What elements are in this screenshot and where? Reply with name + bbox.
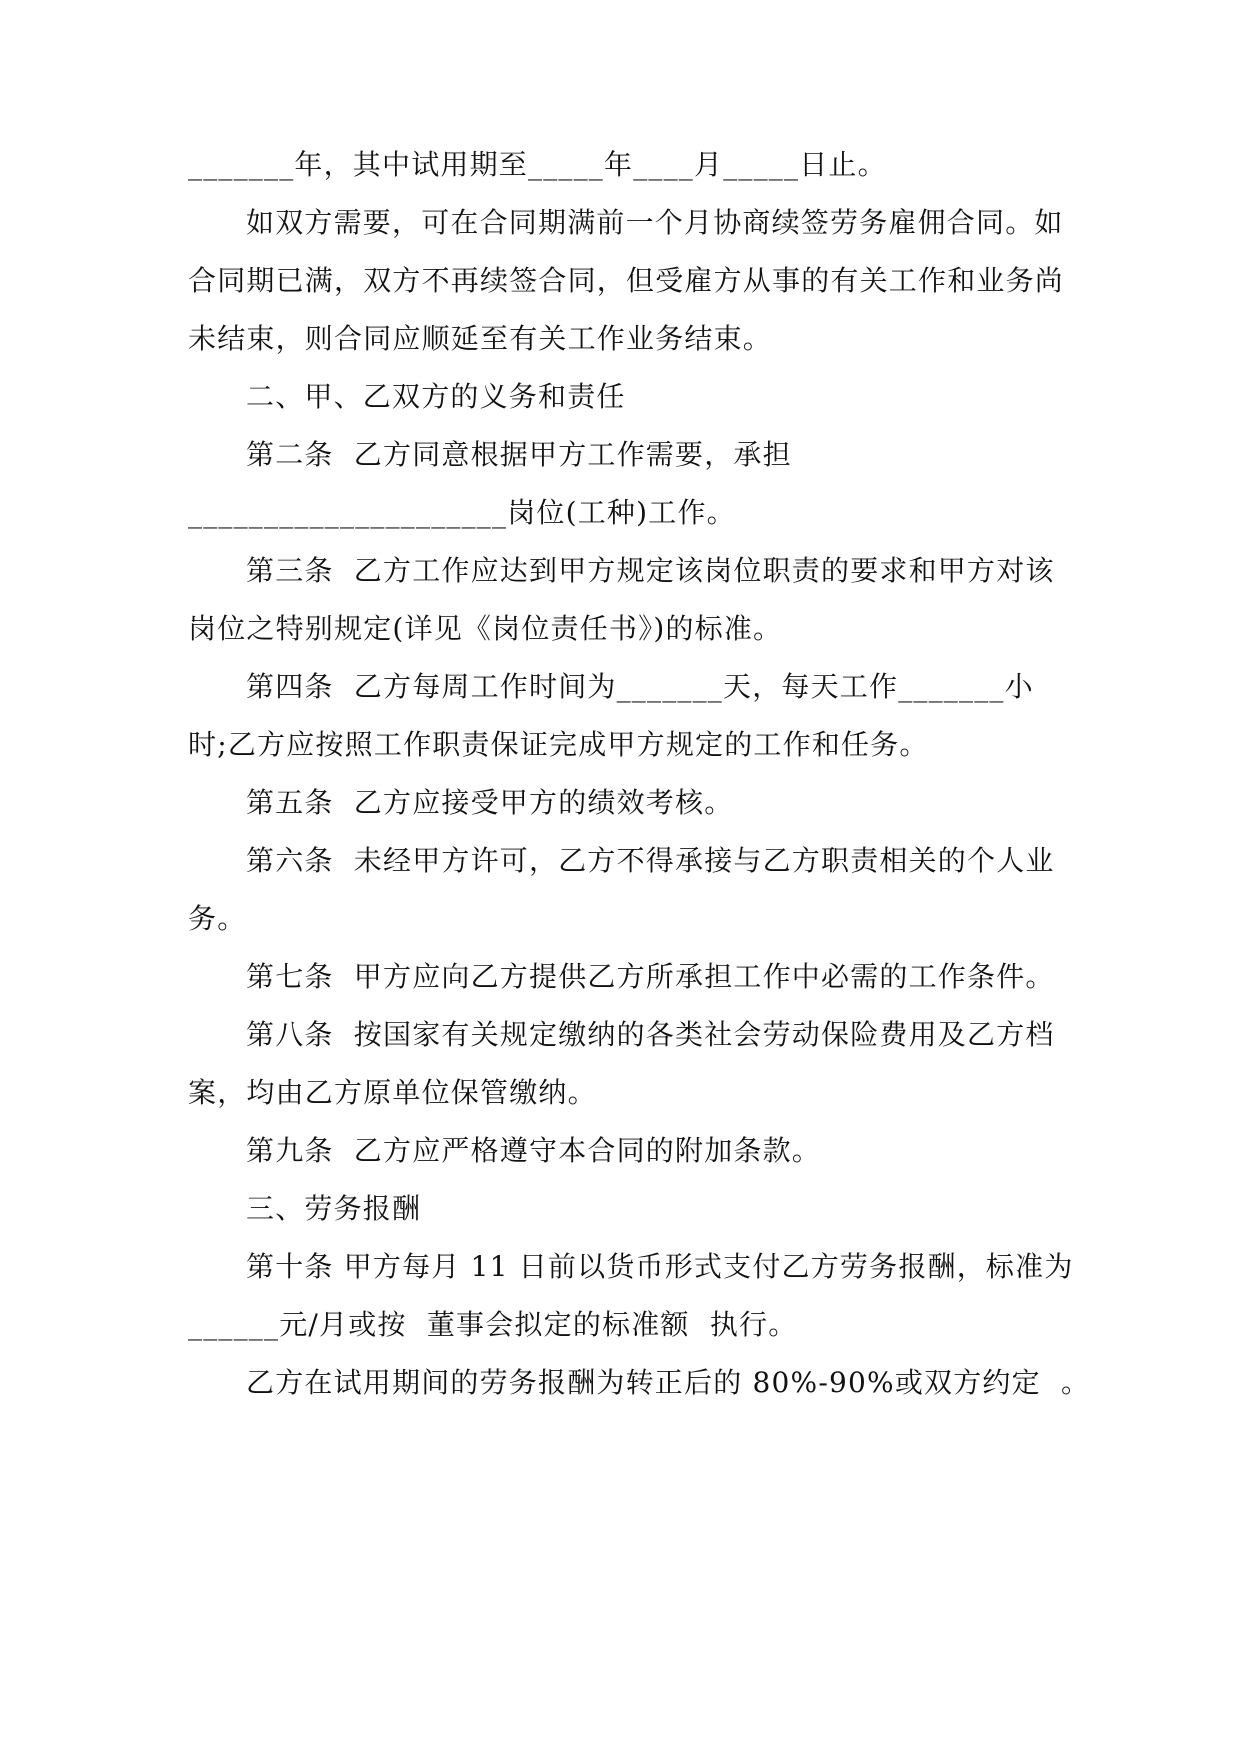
section-heading-obligations: 二、甲、乙双方的义务和责任 — [246, 380, 626, 413]
article-4-line-1: 第四条 乙方每周工作时间为_______天，每天工作_______小 — [246, 670, 1034, 703]
text-line-renewal-3: 未结束，则合同应顺延至有关工作业务结束。 — [188, 322, 773, 355]
article-6-line-1: 第六条 未经甲方许可，乙方不得承接与乙方职责相关的个人业 — [246, 844, 1055, 877]
text-line-renewal-2: 合同期已满，双方不再续签合同，但受雇方从事的有关工作和业务尚 — [188, 264, 1065, 297]
section-heading-remuneration: 三、劳务报酬 — [246, 1192, 422, 1225]
article-6-line-2: 务。 — [188, 902, 247, 935]
article-8-line-2: 案，均由乙方原单位保管缴纳。 — [188, 1076, 597, 1109]
article-3-line-1: 第三条 乙方工作应达到甲方规定该岗位职责的要求和甲方对该 — [246, 554, 1055, 587]
article-9: 第九条 乙方应严格遵守本合同的附加条款。 — [246, 1134, 822, 1167]
article-7: 第七条 甲方应向乙方提供乙方所承担工作中必需的工作条件。 — [246, 960, 1055, 993]
article-4-line-2: 时;乙方应按照工作职责保证完成甲方规定的工作和任务。 — [188, 728, 929, 761]
article-2-line-2: _____________________岗位(工种)工作。 — [188, 496, 736, 529]
article-3-line-2: 岗位之特别规定(详见《岗位责任书》)的标准。 — [188, 612, 783, 645]
article-5: 第五条 乙方应接受甲方的绩效考核。 — [246, 786, 734, 819]
text-line-term: _______年，其中试用期至_____年____月_____日止。 — [188, 148, 887, 181]
probation-pay-line: 乙方在试用期间的劳务报酬为转正后的 80%-90%或双方约定 。 — [246, 1366, 1091, 1399]
article-2-line-1: 第二条 乙方同意根据甲方工作需要，承担 — [246, 438, 792, 471]
text-line-renewal-1: 如双方需要，可在合同期满前一个月协商续签劳务雇佣合同。如 — [246, 206, 1064, 239]
article-10-line-2: ______元/月或按 董事会拟定的标准额 执行。 — [188, 1308, 798, 1341]
article-8-line-1: 第八条 按国家有关规定缴纳的各类社会劳动保险费用及乙方档 — [246, 1018, 1055, 1051]
article-10-line-1: 第十条 甲方每月 11 日前以货币形式支付乙方劳务报酬，标准为 — [246, 1250, 1074, 1283]
